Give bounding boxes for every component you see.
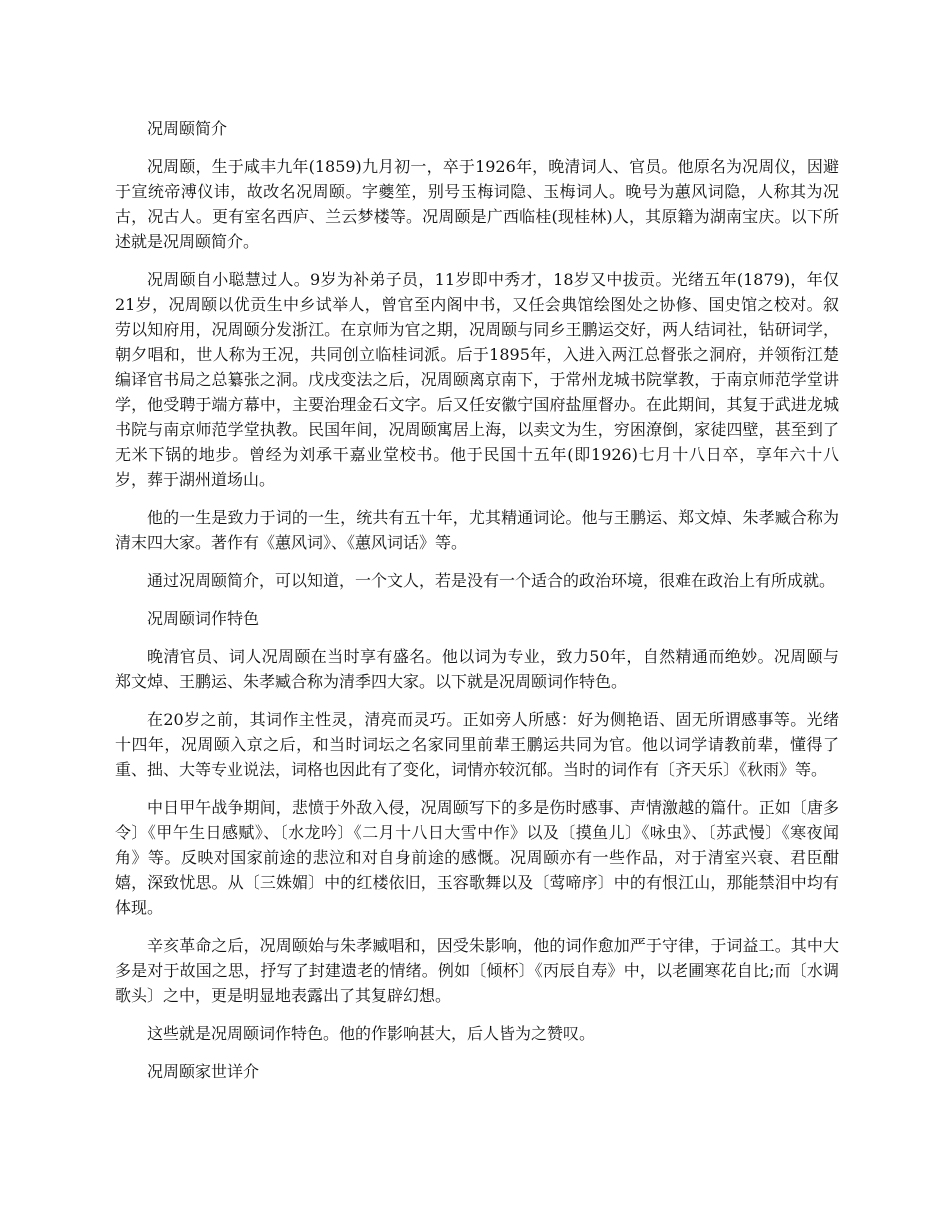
paragraph-life-summary: 他的一生是致力于词的一生，统共有五十年，尤其精通词论。他与王鹏运、郑文焯、朱孝臧合称为清末四大家。著作有《蕙风词》、《蕙风词话》等。 xyxy=(115,508,839,552)
paragraph-after-revolution: 辛亥革命之后，况周颐始与朱孝臧唱和，因受朱影响，他的词作愈加严于守律，于词益工。其中大多是对于故国之思，抒写了封建遗老的情绪。例如〔倾杯〕《丙辰自寿》中，以老圃寒花自比;而〔水调歌头〕之中，更是明显地表露出了其复辟幻想。 xyxy=(115,936,839,1005)
paragraph-early-works: 在20岁之前，其词作主性灵，清亮而灵巧。正如旁人所感：好为侧艳语、固无所谓感事等。光绪十四年，况周颐入京之后，和当时词坛之名家同里前辈王鹏运共同为官。他以词学请教前辈，懂得了重、拙、大等专业说法，词格也因此有了变化，词情亦较沉郁。当时的词作有〔齐天乐〕《秋雨》等。 xyxy=(115,710,839,779)
section-heading-family: 况周颐家世详介 xyxy=(147,1062,260,1081)
paragraph-career: 况周颐自小聪慧过人。9岁为补弟子员，11岁即中秀才，18岁又中拔贡。光绪五年(1879)，年仅21岁，况周颐以优贡生中乡试举人，曾官至内阁中书，又任会典馆绘图处之协修、国史馆之校对。叙劳以知府用，况周颐分发浙江。在京师为官之期，况周颐与同乡王鹏运交好，两人结词社，钻研词学，朝夕唱和，世人称为王况，共同创立临桂词派。后于1895年，入进入两江总督张之洞府，并领衔江楚编译官书局之总纂张之洞。戊戌变法之后，况周颐离京南下，于常州龙城书院掌教，于南京师范学堂讲学，他受聘于端方幕中，主要治理金石文字。后又任安徽宁国府盐厘督办。在此期间，其复于武进龙城书院与南京师范学堂执教。民国年间，况周颐寓居上海，以卖文为生，穷困潦倒，家徒四壁，甚至到了无米下锅的地步。曾经为刘承干嘉业堂校书。他于民国十五年(即1926)七月十八日卒，享年六十八岁，葬于湖州道场山。 xyxy=(115,270,839,489)
document-body xyxy=(115,116,839,1097)
paragraph-war-period: 中日甲午战争期间，悲愤于外敌入侵，况周颐写下的多是伤时感事、声情激越的篇什。正如〔唐多令〕《甲午生日感赋》、〔水龙吟〕《二月十八日大雪中作》以及〔摸鱼儿〕《咏虫》、〔苏武慢〕《寒夜闻角》等。反映对国家前途的悲泣和对自身前途的感慨。况周颐亦有一些作品，对于清室兴衰、君臣酣嬉，深致忧思。从〔三姝媚〕中的红楼依旧，玉容歌舞以及〔莺啼序〕中的有恨江山，那能禁泪中均有体现。 xyxy=(115,798,839,917)
paragraph-style-intro: 晚清官员、词人况周颐在当时享有盛名。他以词为专业，致力50年，自然精通而绝妙。况周颐与郑文焯、王鹏运、朱孝臧合称为清季四大家。以下就是况周颐词作特色。 xyxy=(115,647,839,691)
paragraph-basic-info: 况周颐，生于咸丰九年(1859)九月初一，卒于1926年，晚清词人、官员。他原名为况周仪，因避于宣统帝溥仪讳，故改名况周颐。字夔笙，别号玉梅词隐、玉梅词人。晚号为蕙风词隐，人称其为况古，况古人。更有室名西庐、兰云梦楼等。况周颐是广西临桂(现桂林)人，其原籍为湖南宝庆。以下所述就是况周颐简介。 xyxy=(115,157,839,251)
section-heading-intro: 况周颐简介 xyxy=(147,119,228,138)
section-heading-style: 况周颐词作特色 xyxy=(147,609,260,628)
paragraph-conclusion: 通过况周颐简介，可以知道，一个文人，若是没有一个适合的政治环境，很难在政治上有所成就。 xyxy=(147,571,836,590)
paragraph-style-conclusion: 这些就是况周颐词作特色。他的作影响甚大，后人皆为之赞叹。 xyxy=(147,1024,596,1043)
